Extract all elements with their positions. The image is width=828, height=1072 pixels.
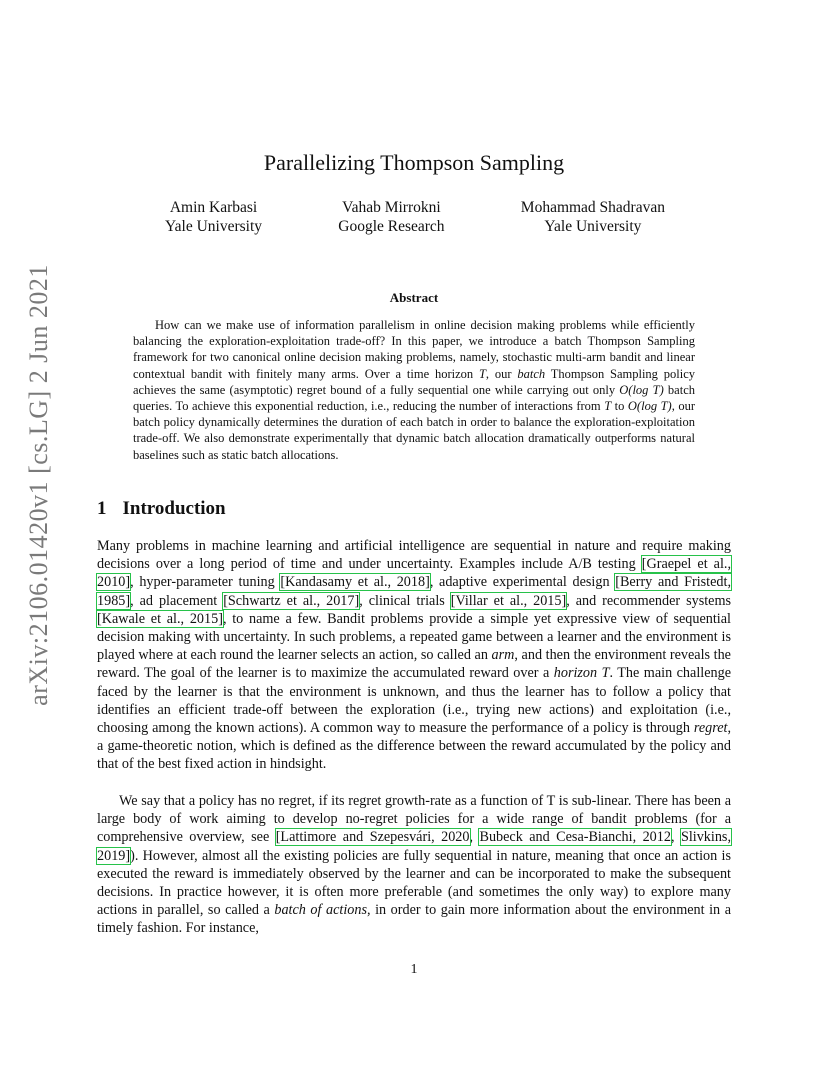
emphasis: horizon T xyxy=(553,665,610,682)
emphasis: regret xyxy=(693,720,728,737)
text-run: , adaptive experimental design xyxy=(429,574,616,591)
citation-link[interactable]: Slivkins, 2019] xyxy=(97,829,732,864)
abstract-run: Thompson Sampling policy achieves the same (asymptotic) regret bound of a fully sequential one while carrying out only xyxy=(133,366,695,397)
text-run: , clinical trials xyxy=(359,592,451,609)
text-run: ). However, almost all the existing policies are fully sequential in nature, meaning that once an action is executed the reward is immediately observed by the learner and can be incorporated to make the subsequent decisions. In practice however, it is often more preferable (and sometimes the only way) to explore many actions in parallel, so called a xyxy=(97,847,731,919)
author-name: Amin Karbasi xyxy=(169,199,258,216)
body-paragraph xyxy=(97,792,731,938)
math-expression: O(log T) xyxy=(619,382,664,397)
body-paragraph xyxy=(97,537,731,774)
author-affiliation: Yale University xyxy=(165,218,263,235)
author-name: Mohammad Shadravan xyxy=(520,199,665,216)
abstract-run: to xyxy=(611,399,628,414)
emphasis: arm xyxy=(491,647,515,664)
author-name: Vahab Mirrokni xyxy=(342,199,441,216)
citation-link[interactable]: [Schwartz et al., 2017] xyxy=(223,592,360,609)
section-title: Introduction xyxy=(122,498,226,519)
text-run: , to name a few. Bandit problems provide a simple yet expressive view of sequential decision making with uncertainty. In such problems, a repeated game between a learner and the environment is played where at each round the learner selects an action, so called an xyxy=(97,610,731,664)
abstract-run: How can we make use of information parallelism in online decision making problems while efficiently balancing the exploration-exploitation trade-off? In this paper, we introduce a batch Thompson Sampling framework for two canonical online decision making problems, namely, stochastic multi-arm bandit and linear contextual bandit with finitely many arms. Over a time horizon xyxy=(133,318,695,381)
page-number: 1 xyxy=(410,962,418,977)
abstract-run: , our xyxy=(485,366,518,381)
text-run: , hyper-parameter tuning xyxy=(130,574,281,591)
text-run: , xyxy=(469,829,480,846)
text-run: , in order to gain more information about the environment in a timely fashion. For instance, xyxy=(97,902,731,937)
citation-link[interactable]: Bubeck and Cesa-Bianchi, 2012 xyxy=(479,829,671,846)
author-list xyxy=(165,198,665,236)
abstract-run: , our batch policy dynamically determines the duration of each batch in order to balance the exploration-exploitation trade-off. We also demonstrate experimentally that dynamic batch allocation dramatically outperforms natural baselines such as static batch allocations. xyxy=(133,399,696,462)
citation-link[interactable]: [Graepel et al., 2010] xyxy=(97,556,731,591)
arxiv-identifier-text: arXiv:2106.01420v1 [cs.LG] 2 Jun 2021 xyxy=(24,264,53,706)
emphasis: batch xyxy=(517,366,546,381)
text-run: , and then the environment reveals the reward. The goal of the learner is to maximize the accumulated reward over a xyxy=(97,647,731,682)
section-number: 1 xyxy=(97,498,107,519)
section-heading xyxy=(97,498,226,520)
text-run: , ad placement xyxy=(130,592,224,609)
text-run: , a game-theoretic notion, which is defined as the difference between the reward accumulated by the policy and that of the best fixed action in hindsight. xyxy=(97,720,731,773)
author-affiliation: Yale University xyxy=(544,218,642,235)
paper-title: Parallelizing Thompson Sampling xyxy=(263,150,565,175)
abstract-heading: Abstract xyxy=(389,290,439,305)
text-run: , and recommender systems xyxy=(566,592,732,609)
citation-link[interactable]: [Lattimore and Szepesvári, 2020 xyxy=(275,829,470,846)
abstract-run: batch queries. To achieve this exponential reduction, i.e., reducing the number of interactions from xyxy=(133,382,695,414)
arxiv-identifier xyxy=(14,264,64,706)
math-expression: O(log T) xyxy=(627,399,672,414)
author-block xyxy=(338,198,444,236)
abstract-text xyxy=(133,317,695,463)
author-block xyxy=(165,198,262,236)
text-run: We say that a policy has no regret, if its regret growth-rate as a function of T is sub-linear. There has been a large body of work aiming to develop no-regret policies for a wide range of bandit problems (for a comprehensive overview, see xyxy=(97,793,731,846)
math-symbol: T xyxy=(604,399,612,414)
author-block xyxy=(521,198,665,236)
citation-link[interactable]: [Kandasamy et al., 2018] xyxy=(280,574,430,591)
text-run: Many problems in machine learning and artificial intelligence are sequential in nature and require making decisions over a long period of time and under uncertainty. Examples include A/B testing xyxy=(97,538,731,573)
citation-link[interactable]: [Villar et al., 2015] xyxy=(450,592,567,609)
text-run: , xyxy=(670,829,681,846)
math-symbol: T xyxy=(478,366,486,381)
citation-link[interactable]: [Kawale et al., 2015] xyxy=(97,610,223,627)
text-run: . The main challenge faced by the learner is that the environment is unknown, and thus the learner has to follow a policy that identifies an efficient trade-off between the exploration (i.e., trying new actions) and exploitation (i.e., choosing among the known actions). A common way to measure the performance of a policy is through xyxy=(97,665,731,737)
citation-link[interactable]: [Berry and Fristedt, 1985] xyxy=(97,574,731,609)
author-affiliation: Google Research xyxy=(338,218,445,235)
emphasis: batch of actions xyxy=(274,902,367,919)
